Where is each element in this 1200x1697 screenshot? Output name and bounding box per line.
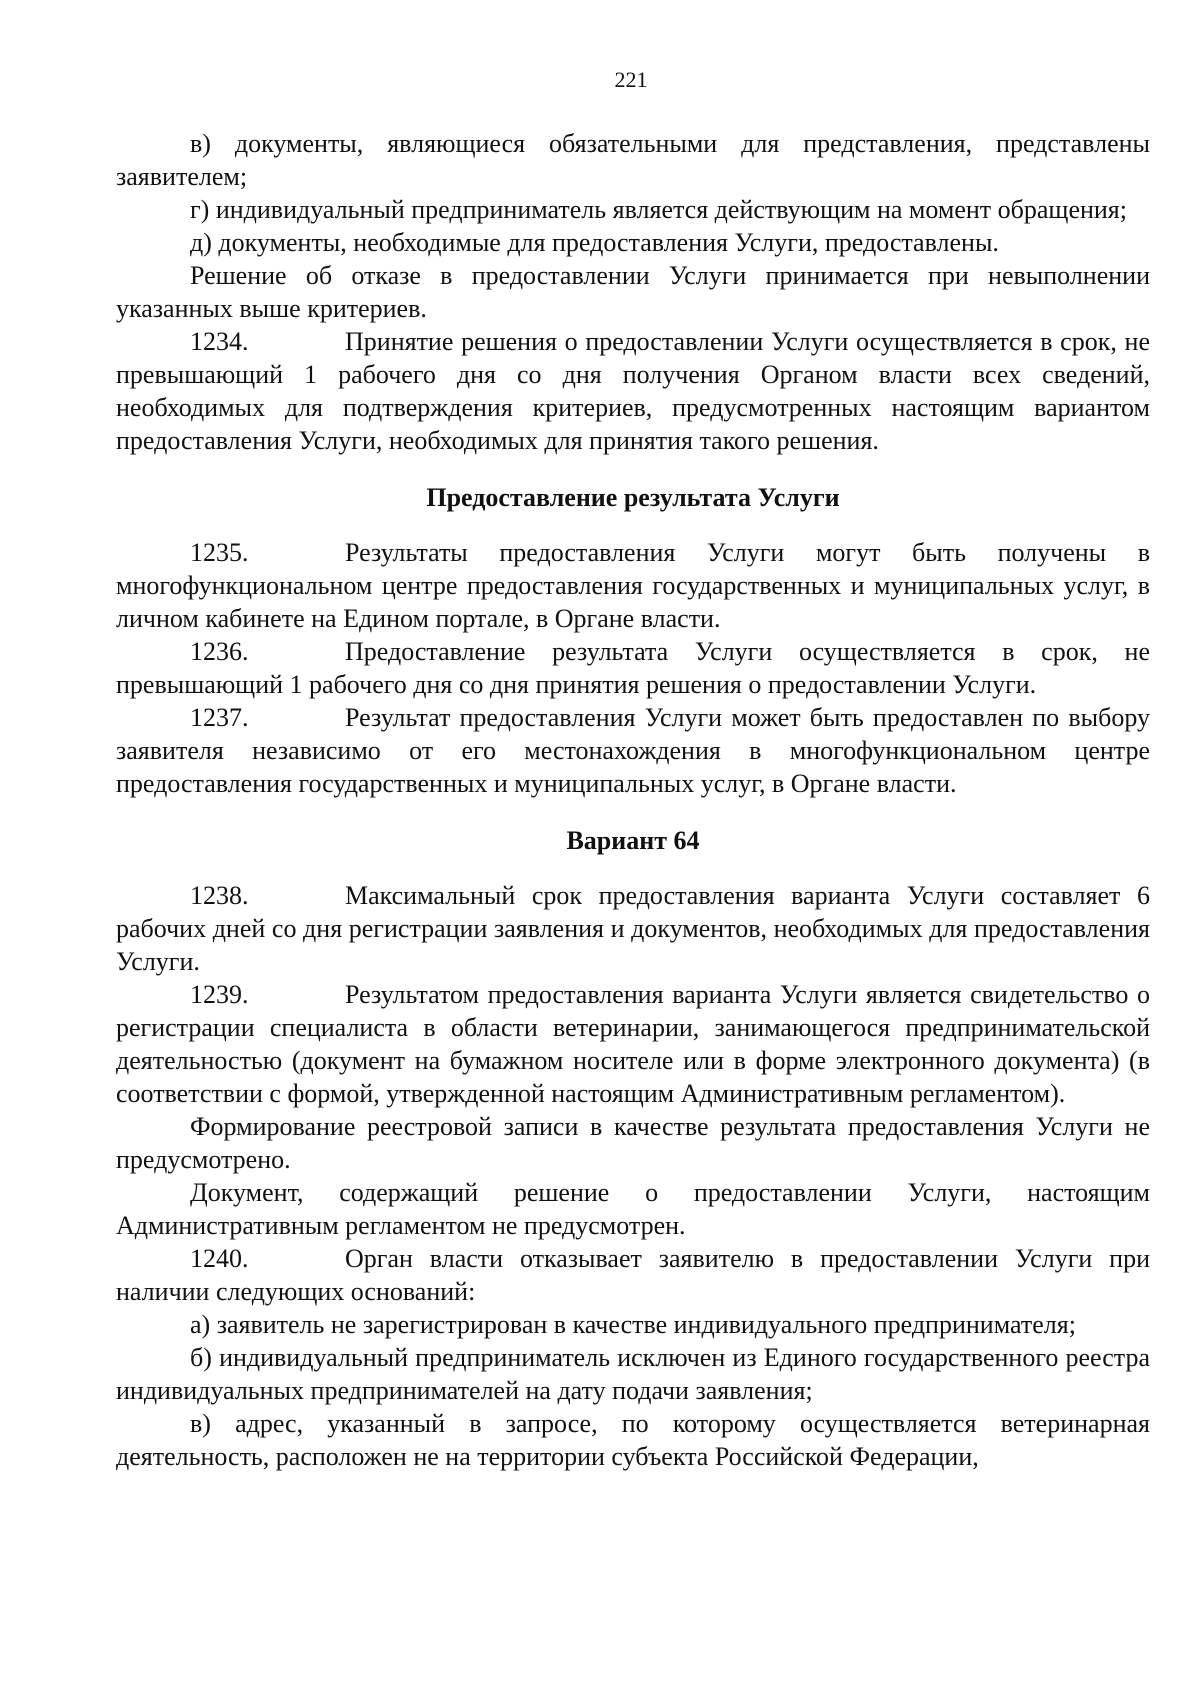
- clause-text: Орган власти отказывает заявителю в предоставлении Услуги при наличии следующих оснований:: [116, 1244, 1150, 1306]
- clause-text: Предоставление результата Услуги осуществляется в срок, не превышающий 1 рабочего дня со дня принятия решения о предоставлении Услуги.: [116, 637, 1150, 699]
- clause-number: 1239.: [190, 980, 249, 1009]
- clause-text: Максимальный срок предоставления варианта Услуги составляет 6 рабочих дней со дня регистрации заявления и документов, необходимых для предоставления Услуги.: [116, 881, 1150, 976]
- section-heading-variant: Вариант 64: [566, 826, 700, 855]
- clause-number: 1238.: [190, 881, 249, 910]
- paragraph-criterion-v: в) документы, являющиеся обязательными для представления, представлены заявителем;: [116, 129, 1150, 191]
- paragraph-refusal-decision: Решение об отказе в предоставлении Услуги принимается при невыполнении указанных выше критериев.: [116, 261, 1150, 323]
- clause-number: 1235.: [190, 538, 249, 567]
- clause-text: Результат предоставления Услуги может быть предоставлен по выбору заявителя независимо от его местонахождения в многофункциональном центре предоставления государственных и муниципальных услуг, в Органе власти.: [116, 703, 1150, 798]
- clause-1235: [116, 536, 1150, 635]
- clause-1236: [116, 635, 1150, 701]
- paragraph-criterion-g: г) индивидуальный предприниматель является действующим на момент обращения;: [190, 195, 1127, 224]
- paragraph-ground-b: б) индивидуальный предприниматель исключен из Единого государственного реестра индивидуальных предпринимателей на дату подачи заявления;: [116, 1343, 1150, 1405]
- paragraph-registry-record: Формирование реестровой записи в качестве результата предоставления Услуги не предусмотрено.: [116, 1112, 1150, 1174]
- paragraph-ground-a: а) заявитель не зарегистрирован в качестве индивидуального предпринимателя;: [190, 1310, 1076, 1339]
- clause-1234: [116, 325, 1150, 457]
- clause-1237: [116, 701, 1150, 800]
- paragraph-criterion-d: д) документы, необходимые для предоставления Услуги, предоставлены.: [190, 228, 999, 257]
- clause-text: Принятие решения о предоставлении Услуги осуществляется в срок, не превышающий 1 рабочего дня со дня получения Органом власти всех сведений, необходимых для подтверждения критериев, предусмотренных настоящим вариантом предоставления Услуги, необходимых для принятия такого решения.: [116, 327, 1150, 455]
- page-number: 221: [614, 67, 648, 92]
- clause-number: 1237.: [190, 703, 249, 732]
- clause-1240: [116, 1242, 1150, 1308]
- clause-text: Результаты предоставления Услуги могут быть получены в многофункциональном центре предоставления государственных и муниципальных услуг, в личном кабинете на Едином портале, в Органе власти.: [116, 538, 1150, 633]
- section-heading-result: Предоставление результата Услуги: [426, 483, 840, 512]
- clause-1238: [116, 879, 1150, 978]
- clause-number: 1234.: [190, 327, 249, 356]
- paragraph-ground-v: в) адрес, указанный в запросе, по которому осуществляется ветеринарная деятельность, расположен не на территории субъекта Российской Федерации,: [116, 1409, 1150, 1471]
- clause-text: Результатом предоставления варианта Услуги является свидетельство о регистрации специалиста в области ветеринарии, занимающегося предпринимательской деятельностью (документ на бумажном носителе или в форме электронного документа) (в соответствии с формой, утвержденной настоящим Административным регламентом).: [116, 980, 1150, 1108]
- document-body: [116, 127, 1150, 1473]
- clause-number: 1240.: [190, 1244, 249, 1273]
- paragraph-decision-document: Документ, содержащий решение о предоставлении Услуги, настоящим Административным регламентом не предусмотрен.: [116, 1178, 1150, 1240]
- clause-1239: [116, 978, 1150, 1110]
- clause-number: 1236.: [190, 637, 249, 666]
